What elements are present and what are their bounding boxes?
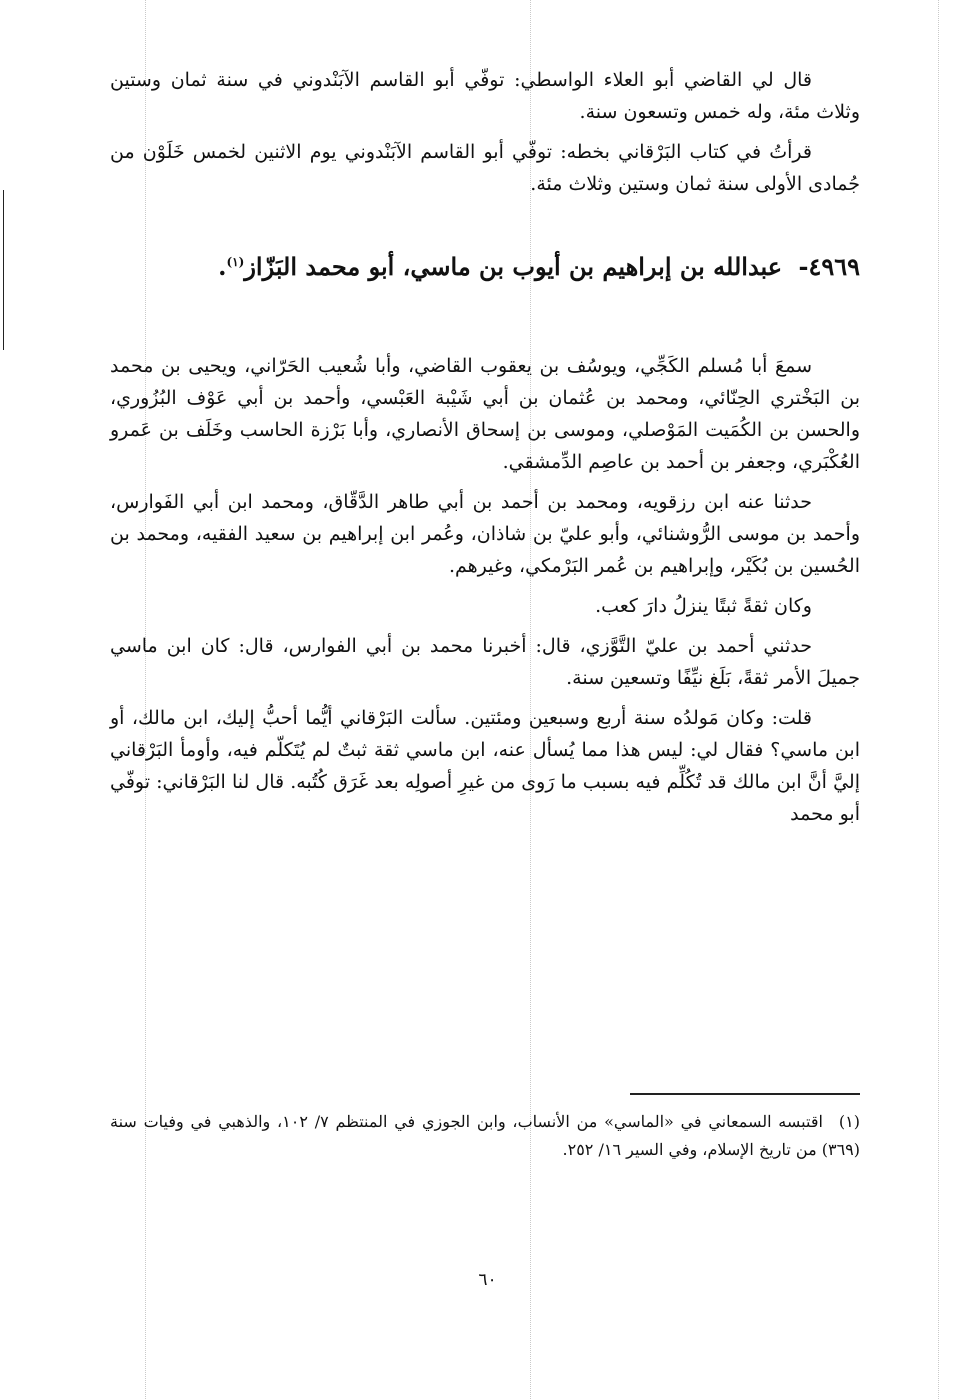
paragraph: قرأتُ في كتاب البَرْقاني بخطه: توفّي أبو القاسم الآبَنْدوني يوم الاثنين لخمس خَلَوْن من جُمادى الأولى سنة ثمان وستين وثلاث مئة.: [110, 141, 860, 195]
entry-title: عبدالله بن إبراهيم بن أيوب بن ماسي، أبو محمد البَزّاز: [244, 252, 783, 281]
footnote-label: (١): [838, 1112, 861, 1131]
paragraph: سمعَ أبا مُسلم الكَجِّي، ويوسُف بن يعقوب القاضي، وأبا شُعيب الحَرّاني، ويحيى بن محمد بن البَخْتري الحِنّائي، ومحمد بن عُثمان بن أبي شَيْبة العَبْسي، وأحمد بن أبي عَوْف البُزُوري، والحسن بن الكُمَيت المَوْصلي، وموسى بن إسحاق الأنصاري، وأبا بَرْزة الحاسب وخَلَف بن عَمرو العُكْبَري، وجعفر بن أحمد بن عاصِم الدِّمشقي.: [110, 355, 860, 473]
paragraph: قال لي القاضي أبو العلاء الواسطي: توفّي أبو القاسم الآبَنْدوني في سنة ثمان وستين وثلاث مئة، وله خمس وتسعون سنة.: [110, 69, 860, 123]
scan-dotted-guide: [938, 0, 939, 1399]
footnote: [110, 1108, 860, 1164]
body-text-block: [110, 350, 860, 830]
scan-edge-line: [3, 190, 4, 350]
paragraph: حدثنا عنه ابن رزقويه، ومحمد بن أحمد بن أبي طاهر الدَّقّاق، ومحمد ابن أبي الفَوارس، وأحمد بن موسى الرُّوشنائي، وأبو عليّ بن شاذان، وعُمر ابن إبراهيم بن سعيد الفقيه، ومحمد بن الحُسين بن بُكَيْر، وإبراهيم بن عُمر البَرْمكي، وغيرهم.: [110, 491, 860, 577]
page-number: ٦٠: [478, 1270, 497, 1290]
footnote-ref: (١): [226, 255, 245, 269]
entry-heading: [110, 240, 860, 289]
entry-number: ٤٩٦٩-: [798, 252, 860, 281]
top-text-block: [110, 64, 860, 200]
paragraph: حدثني أحمد بن عليّ التَّوَّزي، قال: أخبرنا محمد بن أبي الفوارس، قال: كان ابن ماسي جميلَ الأمر ثقةً، بَلَغ نيِّفًا وتسعين سنة.: [110, 635, 860, 689]
entry-heading-end: .: [218, 252, 227, 281]
footnote-divider: [630, 1093, 860, 1095]
paragraph: وكان ثقةً ثبتًا ينزلُ دارَ كعب.: [595, 595, 812, 617]
paragraph: قلت: وكان مَولدُه سنة أربع وسبعين ومئتين. سألت البَرْقاني أيُّما أحبُّ إليك، ابن مالك، أو ابن ماسي؟ فقال لي: ليس هذا مما يُسأل عنه، ابن ماسي ثقة ثبتٌ لم يُتَكلّم فيه، وأومأ البَرْقاني إليَّ أنَّ ابن مالك قد تُكُلِّم فيه بسبب ما رَوى من غيرِ أصولِه بعد غَرَق كُتُبه. قال لنا البَرْقاني: توفّي أبو محمد: [110, 707, 860, 825]
footnote-text: اقتبسه السمعاني في «الماسي» من الأنساب، وابن الجوزي في المنتظم ٧/ ١٠٢، والذهبي في وفيات سنة (٣٦٩) من تاريخ الإسلام، وفي السير ١٦/ ٢٥٢.: [110, 1112, 860, 1159]
